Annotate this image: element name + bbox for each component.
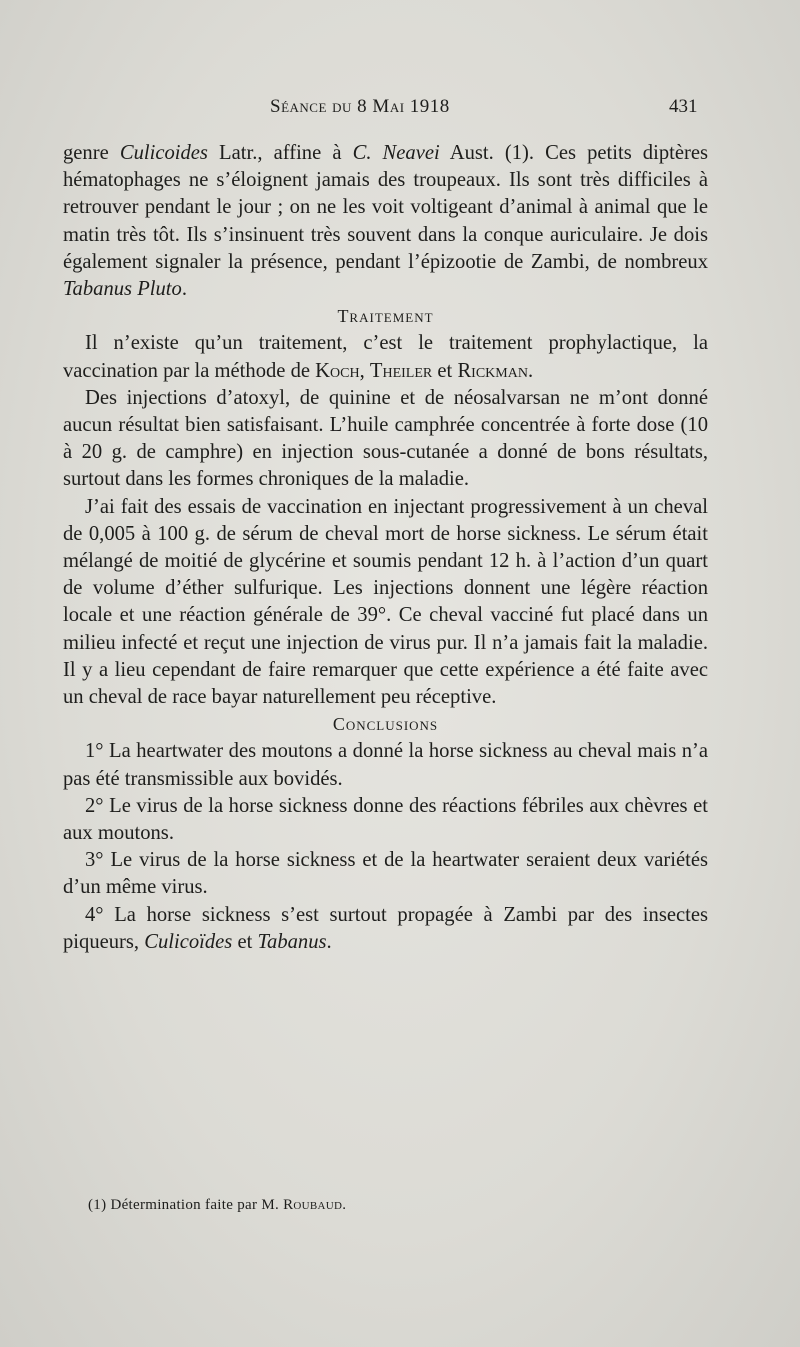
running-head	[0, 96, 800, 126]
paragraph-vaccination: J’ai fait des essais de vaccination en injectant progressivement à un cheval de 0,005 à 100 g. de sérum de cheval mort de horse sickness. Le sérum était mélangé de moitié de glycérine et soumis pendant 12 h. à l’action d’un quart de volume d’éther sulfurique. Les injections donnent une légère réaction locale et une réaction générale de 39°. Ce cheval vacciné fut placé dans un milieu infecté et reçut une injection de virus pur. Il n’a jamais fait la maladie. Il y a lieu cependant de faire remarquer que cette expérience a été faite avec un cheval de race bayar naturellement peu réceptive.	[63, 495, 708, 709]
running-title: Séance du 8 Mai 1918	[270, 96, 450, 117]
page-number: 431	[669, 96, 698, 117]
conclusion-item: 1° La heartwater des moutons a donné la horse sickness au cheval mais n’a pas été transmissible aux bovidés.	[63, 740, 708, 790]
author-name: Roubaud	[283, 1197, 343, 1213]
author-name: Theiler	[369, 359, 433, 382]
taxon-name: C. Neavei	[352, 142, 440, 164]
section-title-conclusions: Conclusions	[332, 714, 439, 735]
section-title-traitement: Traitement	[337, 306, 434, 327]
body-text	[63, 140, 708, 956]
paragraph-traitement: Il n’existe qu’un traitement, c’est le traitement prophylactique, la vaccination par la méthode de Koch, Theiler et Rickman.	[63, 332, 708, 382]
taxon-name: Culicoïdes	[144, 930, 233, 953]
author-name: Koch	[315, 359, 360, 382]
author-name: Rickman	[457, 359, 528, 382]
conclusion-item: 4° La horse sickness s’est surtout propagée à Zambi par des insectes piqueurs, Culicoïdes et Tabanus.	[63, 903, 708, 953]
paragraph-continuation: genre Culicoides Latr., affine à C. Neavei Aust. (1). Ces petits diptères hématophages ne s’éloignent jamais des troupeaux. Ils sont très difficiles à retrouver pendant le jour ; on ne les voit voltigeant d’animal à animal que le matin très tôt. Ils s’insinuent très souvent dans la conque auriculaire. Je dois également signaler la présence, pendant l’épizootie de Zambi, de nombreux Tabanus Pluto.	[63, 142, 708, 301]
conclusion-item: 2° Le virus de la horse sickness donne des réactions fébriles aux chèvres et aux moutons.	[63, 794, 708, 845]
paragraph-injections: Des injections d’atoxyl, de quinine et de néosalvarsan ne m’ont donné aucun résultat bien satisfaisant. L’huile camphrée concentrée à forte dose (10 à 20 g. de camphre) en injection sous-cutanée a donné de bons résultats, surtout dans les formes chroniques de la maladie.	[63, 386, 708, 491]
taxon-name: Tabanus Pluto	[63, 278, 182, 301]
taxon-name: Culicoides	[119, 142, 208, 164]
footnote: (1) Détermination faite par M. Roubaud.	[88, 1197, 347, 1213]
conclusion-item: 3° Le virus de la horse sickness et de la heartwater seraient deux variétés d’un même virus.	[63, 849, 708, 899]
taxon-name: Tabanus	[257, 930, 327, 953]
